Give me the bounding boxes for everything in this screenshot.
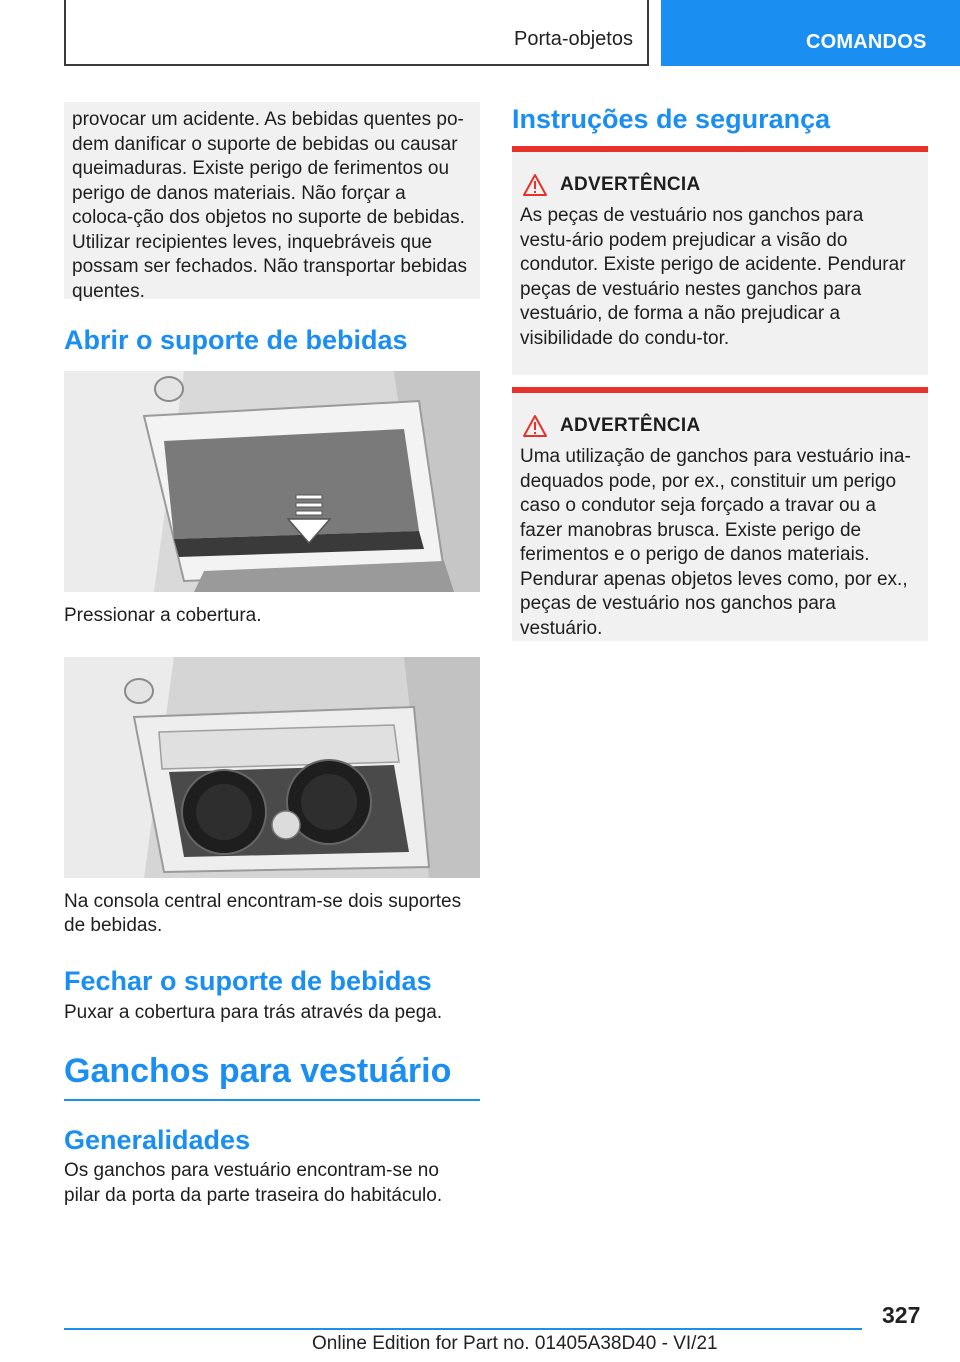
caption-press-cover: Pressionar a cobertura. — [64, 605, 262, 626]
warning-continuation-box — [64, 102, 480, 302]
warning-header-2 — [520, 413, 920, 439]
safety-heading: Instruções de segurança — [512, 104, 831, 134]
warning-title-1: ADVERTÊNCIA — [560, 174, 701, 195]
cupholder-closed-illustration — [64, 371, 480, 592]
close-cupholder-text: Puxar a cobertura para trás através da pega. — [64, 1001, 443, 1023]
footer-edition: Online Edition for Part no. 01405A38D40 - VI/21 — [312, 1333, 718, 1354]
coat-hooks-rule — [64, 1099, 480, 1101]
warning-box-1 — [512, 146, 928, 375]
chapter-tab-label: COMANDOS — [806, 31, 927, 53]
coat-hooks-heading: Ganchos para vestuário — [64, 1052, 452, 1090]
page-number: 327 — [882, 1302, 921, 1328]
cupholder-open-photo — [64, 657, 480, 878]
general-heading: Generalidades — [64, 1125, 251, 1155]
footer-rule — [64, 1328, 862, 1330]
general-text: Os ganchos para vestuário encontram-se no pilar da porta da parte traseira do habitáculo. — [64, 1160, 443, 1206]
warning-triangle-icon — [522, 173, 548, 197]
warning-header-1 — [520, 172, 920, 198]
warning-box-2 — [512, 387, 928, 641]
cupholder-open-illustration — [64, 657, 480, 878]
caption-two-cupholders: Na consola central encontram-se dois suportes de bebidas. — [64, 890, 462, 936]
warning-text-2: Uma utilização de ganchos para vestuário ina-dequados pode, por ex., constituir um perigo caso o condutor seja forçado a travar ou a fazer manobras brusca. Existe perigo de ferimentos e o perigo de danos materiais. Pendurar apenas objetos leves como, por ex., peças de vestuário nos ganchos para vestuário. — [520, 446, 911, 639]
cupholder-closed-photo — [64, 371, 480, 592]
warning-triangle-icon — [522, 414, 548, 438]
warning-title-2: ADVERTÊNCIA — [560, 415, 701, 436]
left-column — [64, 102, 480, 1208]
warning-continuation-text: provocar um acidente. As bebidas quentes po-dem danificar o suporte de bebidas ou causar queimaduras. Existe perigo de ferimentos ou perigo de danos materiais. Não forçar a coloca-ção dos objetos no suporte de bebidas. Utilizar recipientes leves, inquebráveis que possam ser fechados. Não transportar bebidas quentes. — [72, 109, 467, 302]
close-cupholder-heading: Fechar o suporte de bebidas — [64, 965, 432, 996]
section-title: Porta-objetos — [514, 28, 633, 50]
header-title-box — [64, 0, 649, 66]
right-column — [512, 102, 928, 641]
open-cupholder-heading: Abrir o suporte de bebidas — [64, 325, 408, 355]
warning-text-1: As peças de vestuário nos ganchos para vestu-ário podem prejudicar a visão do condutor. Existe perigo de acidente. Pendurar peças de vestuário nestes ganchos para vestuário, de forma a não prejudicar a visibilidade do condu-tor. — [520, 205, 906, 349]
